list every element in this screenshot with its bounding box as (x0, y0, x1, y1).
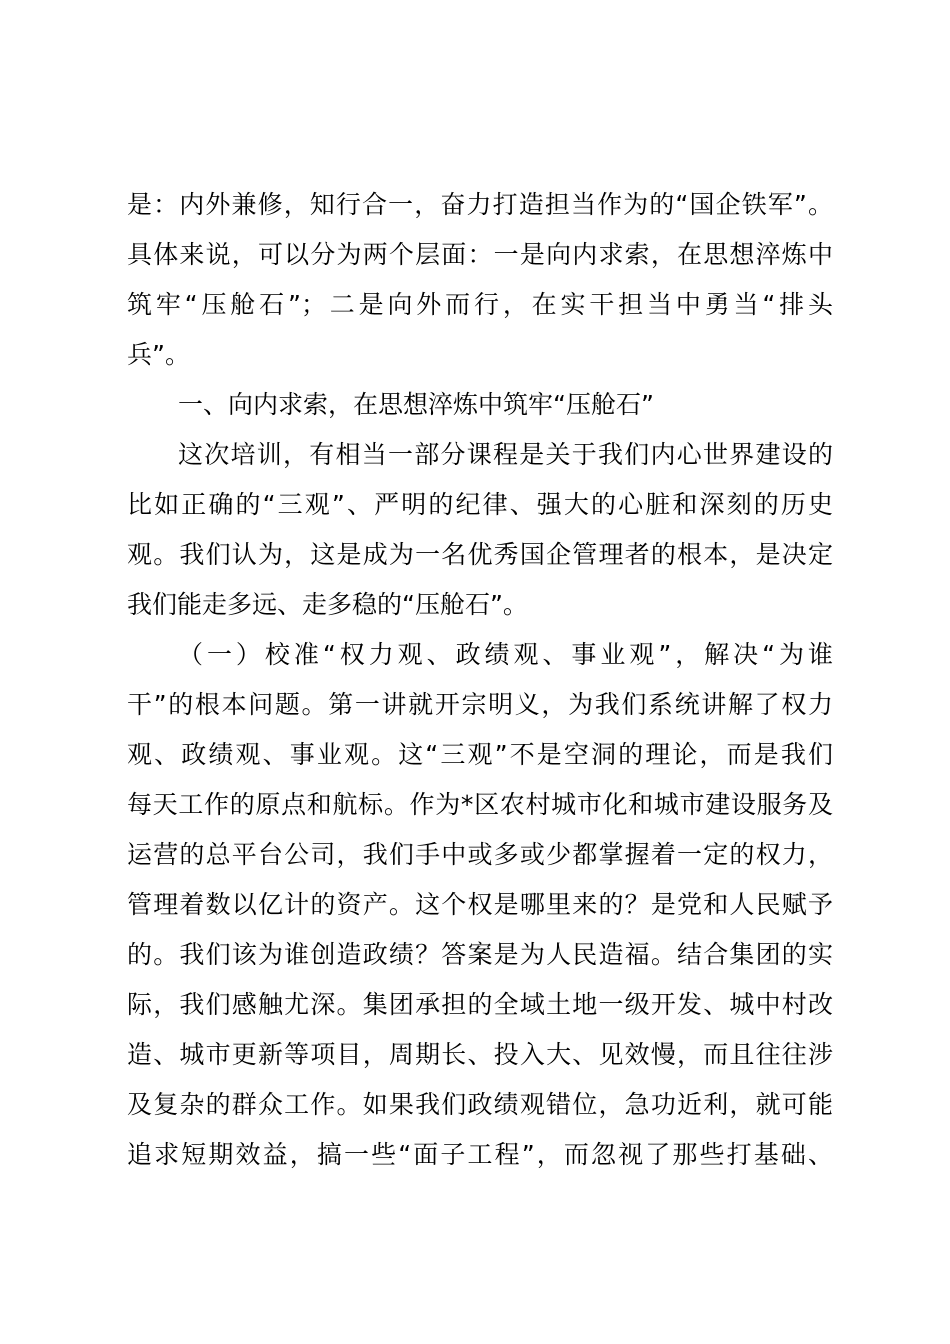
section-heading: 一、向内求索，在思想淬炼中筑牢“压舱石” (178, 390, 654, 419)
text-line: 比如正确的“三观”、严明的纪律、强大的心脏和深刻的历史 (127, 490, 833, 519)
text-line: 造、城市更新等项目，周期长、投入大、见效慢，而且往往涉 (127, 1040, 833, 1069)
text-line: 我们能走多远、走多稳的“压舱石”。 (127, 590, 528, 619)
text-line: 际，我们感触尤深。集团承担的全域土地一级开发、城中村改 (127, 990, 833, 1019)
text-line: 管理着数以亿计的资产。这个权是哪里来的？是党和人民赋予 (127, 890, 833, 919)
document-page (127, 180, 833, 1180)
text-line: 追求短期效益，搞一些“面子工程”，而忽视了那些打基础、 (127, 1140, 833, 1169)
text-line: 是：内外兼修，知行合一，奋力打造担当作为的“国企铁军”。 (127, 190, 833, 219)
text-line: （一）校准“权力观、政绩观、事业观”，解决“为谁 (178, 640, 833, 669)
text-line: 具体来说，可以分为两个层面：一是向内求索，在思想淬炼中 (127, 240, 833, 269)
text-line: 兵”。 (127, 340, 190, 369)
text-line: 的。我们该为谁创造政绩？答案是为人民造福。结合集团的实 (127, 940, 833, 969)
text-line: 观。我们认为，这是成为一名优秀国企管理者的根本，是决定 (127, 540, 833, 569)
text-line: 每天工作的原点和航标。作为*区农村城市化和城市建设服务及 (127, 790, 833, 819)
text-line: 观、政绩观、事业观。这“三观”不是空洞的理论，而是我们 (127, 740, 833, 769)
text-line: 干”的根本问题。第一讲就开宗明义，为我们系统讲解了权力 (127, 690, 833, 719)
text-line: 这次培训，有相当一部分课程是关于我们内心世界建设的 (178, 440, 833, 469)
text-line: 筑牢“压舱石”；二是向外而行，在实干担当中勇当“排头 (127, 290, 833, 319)
text-line: 及复杂的群众工作。如果我们政绩观错位，急功近利，就可能 (127, 1090, 833, 1119)
text-line: 运营的总平台公司，我们手中或多或少都掌握着一定的权力， (127, 840, 833, 869)
